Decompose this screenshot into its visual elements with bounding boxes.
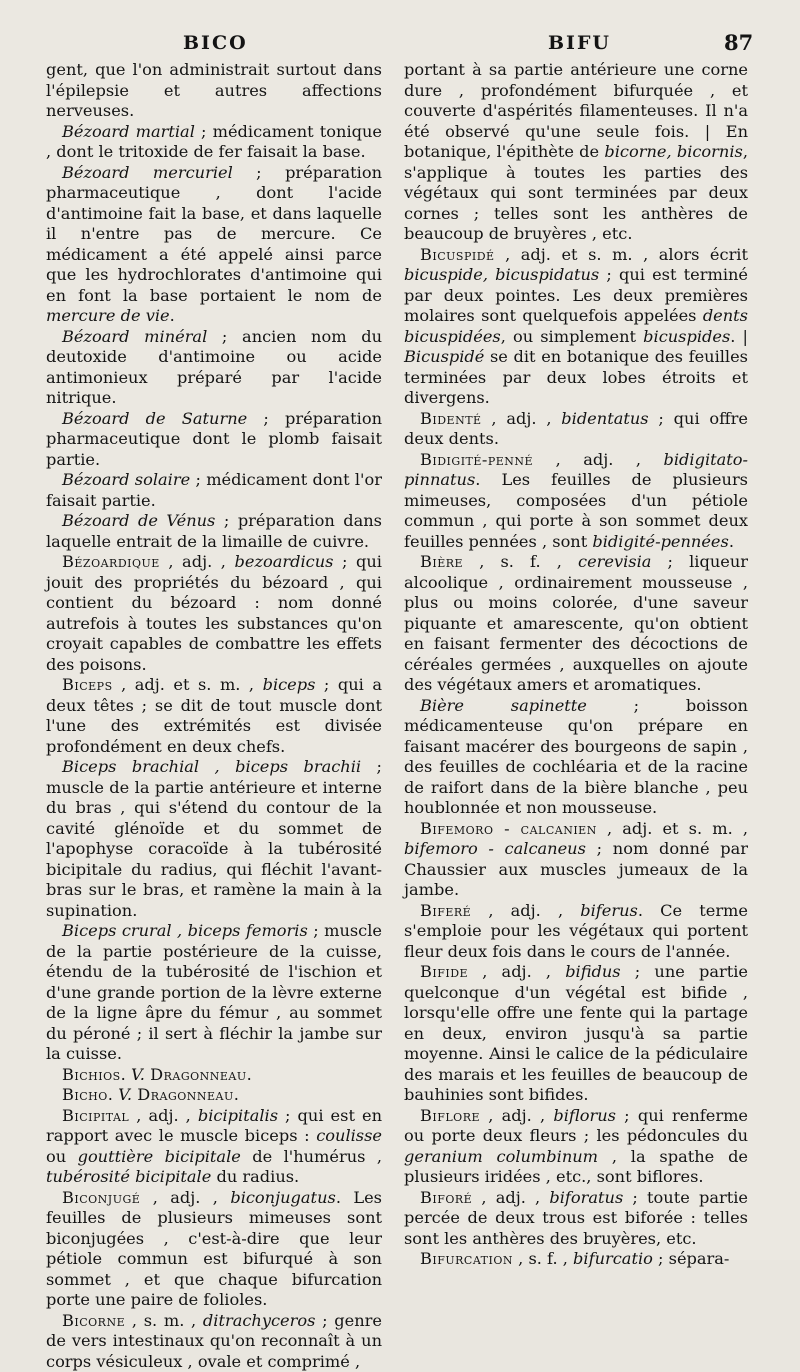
entry-text: ; préparation pharmaceutique , dont l'acide d'antimoine fait la base, et dans laquelle il n'entre pas de mercure. Ce médicament a été appelé ainsi parce que les hydrochlorates d'antimoine qui en font la base portaient le nom de (46, 163, 382, 305)
italic-term: bidigitato-pinnatus (404, 450, 748, 490)
entry-text: ; préparation pharmaceutique dont le plomb faisait partie. (46, 409, 382, 469)
italic-term: Bézoard de Saturne (62, 409, 247, 428)
entry-text: ; qui renferme ou porte deux fleurs ; les pédoncules du (404, 1106, 748, 1146)
entry-text: ; qui offre deux dents. (404, 409, 748, 449)
entry-text: . (170, 306, 175, 325)
italic-term: geranium columbinum (404, 1147, 598, 1166)
entry-text: , s. m. , (125, 1311, 203, 1330)
entry-text: ; qui jouit des propriétés du bézoard , qui contient du bézoard : nom donné autrefois à toutes les substances qu'on croyait capables de combattre les effets des poisons. (46, 552, 382, 674)
italic-term: bicorne, bicornis (604, 142, 742, 161)
entry-text: , adj. , (129, 1106, 198, 1125)
dictionary-entry (404, 450, 748, 553)
headword: Biforé (420, 1188, 472, 1207)
italic-term: biferus (580, 901, 638, 920)
entry-text: , adj. , (480, 1106, 553, 1125)
running-header (0, 30, 800, 58)
dictionary-entry (404, 819, 748, 901)
headword: Bidenté (420, 409, 482, 428)
entry-text: , adj. , (472, 1188, 549, 1207)
entry-text: , s'applique à toutes les parties des végétaux qui sont terminées par deux cornes ; telles sont les anthères de beaucoup de bruyères , etc. (404, 142, 748, 243)
headword: Bière (420, 552, 463, 571)
italic-term: tubérosité bicipitale (46, 1167, 211, 1186)
italic-term: biforatus (549, 1188, 623, 1207)
entry-text: ; qui est terminé par deux pointes. Les deux premières molaires sont quelquefois appelées (404, 265, 748, 325)
entry-text: , ou simplement (501, 327, 643, 346)
right-column (404, 60, 748, 1270)
entry-text: . (247, 1065, 252, 1084)
italic-term: cerevisia (578, 552, 651, 571)
italic-term: Bézoard martial (62, 122, 195, 141)
entry-text: . Ce terme s'emploie pour les végétaux qui portent fleur deux fois dans le cours de l'année. (404, 901, 748, 961)
headword: Bifemoro - calcanien (420, 819, 597, 838)
entry-text: . (729, 532, 734, 551)
italic-term: biceps (263, 675, 316, 694)
entry-text: , adj. , (468, 962, 565, 981)
dictionary-entry (404, 245, 748, 409)
entry-text: . (108, 1085, 118, 1104)
headword: Biceps (62, 675, 113, 694)
italic-term: Bézoard minéral (62, 327, 207, 346)
italic-term: Bézoard mercuriel (62, 163, 233, 182)
dictionary-entry (46, 60, 382, 122)
entry-text: ; préparation dans laquelle entrait de la limaille de cuivre. (46, 511, 382, 551)
headword: Dragonneau (150, 1065, 247, 1084)
italic-term: coulisse (316, 1126, 382, 1145)
headword: Bicuspidé (420, 245, 495, 264)
header-left-guideword: BICO (183, 32, 248, 54)
dictionary-entry (404, 1106, 748, 1188)
entry-text: ; une partie quelconque d'un végétal est bifide , lorsqu'elle offre une fente qui la partage en deux, environ jusqu'à sa partie moyenne. Ainsi le calice de la pédiculaire des marais et les feuilles de beaucoup de bauhinies sont bifides. (404, 962, 748, 1104)
italic-term: Biceps brachial , biceps brachii (62, 757, 361, 776)
entry-text: ; médicament dont l'or faisait partie. (46, 470, 382, 510)
italic-term: bicuspide, bicuspidatus (404, 265, 599, 284)
italic-term: Bicuspidé (404, 347, 484, 366)
entry-text: de l'humérus , (241, 1147, 382, 1166)
headword: Bifurcation (420, 1249, 513, 1268)
dictionary-entry (404, 901, 748, 963)
italic-term: bifurcatio (573, 1249, 653, 1268)
italic-term: biflorus (553, 1106, 616, 1125)
dictionary-entry (46, 122, 382, 163)
italic-term: bidigité-pennées (592, 532, 728, 551)
entry-text: se dit en botanique des feuilles terminées par deux lobes étroits et divergens. (404, 347, 748, 407)
entry-text: portant à sa partie antérieure une corne dure , profondément bifurquée , et couverte d'aspérités filamenteuses. Il n'a été observé qu'une seule fois. | En botanique, l'épithète de (404, 60, 748, 161)
italic-term: Biceps crural , biceps femoris (62, 921, 308, 940)
dictionary-entry (46, 1188, 382, 1311)
dictionary-entry (404, 962, 748, 1106)
italic-term: Bière sapinette (420, 696, 587, 715)
italic-term: bicuspides (643, 327, 730, 346)
headword: Biconjugé (62, 1188, 140, 1207)
header-right-guideword: BIFU (548, 32, 611, 54)
headword: Bézoardique (62, 552, 160, 571)
entry-text: ; qui est en rapport avec le muscle biceps : (46, 1106, 382, 1146)
entry-text: ; ancien nom du deutoxide d'antimoine ou acide antimonieux préparé par l'acide nitrique. (46, 327, 382, 408)
entry-text: , s. f. , (513, 1249, 573, 1268)
entry-text: , adj. et s. m. , (597, 819, 748, 838)
entry-text: ; liqueur alcoolique , ordinairement mousseuse , plus ou moins colorée, d'une saveur piquante et amarescente, qu'on obtient en faisant fermenter des décoctions de céréales germées , auxquelles on ajoute des végétaux amers et aromatiques. (404, 552, 748, 694)
dictionary-entry (404, 1188, 748, 1250)
dictionary-entry (46, 757, 382, 921)
italic-term: bifemoro - calcaneus (404, 839, 586, 858)
left-column (46, 60, 382, 1372)
italic-term: mercure de vie (46, 306, 170, 325)
headword: Biflore (420, 1106, 480, 1125)
dictionary-entry (46, 921, 382, 1065)
headword: Bichios (62, 1065, 121, 1084)
headword: Bicipital (62, 1106, 129, 1125)
headword: Bicorne (62, 1311, 125, 1330)
headword: Bidigité-penné (420, 450, 533, 469)
entry-text: . Les feuilles de plusieurs mimeuses, composées d'un pétiole commun , qui porte à son sommet deux feuilles pennées , sont (404, 470, 748, 551)
italic-term: gouttière bicipitale (78, 1147, 241, 1166)
entry-text: , adj. , (140, 1188, 230, 1207)
entry-text: du radius. (211, 1167, 299, 1186)
dictionary-entry (46, 409, 382, 471)
italic-term: ditrachyceros (203, 1311, 316, 1330)
dictionary-entry (46, 470, 382, 511)
dictionary-entry (404, 409, 748, 450)
entry-text: , s. f. , (463, 552, 578, 571)
entry-text: ; boisson médicamenteuse qu'on prépare en faisant macérer des bourgeons de sapin , des feuilles de cochléaria et de la racine de raifort dans de la bière blanche , peu houblonnée et non mousseuse. (404, 696, 748, 818)
entry-text: , la spathe de plusieurs iridées , etc., sont biflores. (404, 1147, 748, 1187)
entry-text: ; muscle de la partie postérieure de la cuisse, étendu de la tubérosité de l'ischion et d'une grande portion de la lèvre externe de la ligne âpre du fémur , au sommet du péroné ; il sert à fléchir la jambe sur la cuisse. (46, 921, 382, 1063)
entry-text: , adj. et s. m. , (113, 675, 263, 694)
dictionary-entry (46, 1065, 382, 1086)
dictionary-entry (46, 1085, 382, 1106)
entry-text: . (121, 1065, 131, 1084)
entry-text: , adj. , (471, 901, 580, 920)
italic-term: bicipitalis (198, 1106, 278, 1125)
dictionary-entry (404, 552, 748, 696)
italic-term: bezoardicus (235, 552, 334, 571)
entry-text: , adj. et s. m. , alors écrit (495, 245, 748, 264)
entry-text: ; qui a deux têtes ; se dit de tout muscle dont l'une des extrémités est divisée profondément en deux chefs. (46, 675, 382, 756)
headword: Bifide (420, 962, 468, 981)
dictionary-entry (46, 327, 382, 409)
entry-text: ; toute partie percée de deux trous est biforée : telles sont les anthères des bruyères, etc. (404, 1188, 748, 1248)
dictionary-entry (404, 696, 748, 819)
dictionary-entry (46, 163, 382, 327)
italic-term: biconjugatus (230, 1188, 335, 1207)
italic-term: V. (118, 1085, 132, 1104)
entry-text: ; genre de vers intestinaux qu'on reconnaît à un corps vésiculeux , ovale et comprimé , (46, 1311, 382, 1371)
dictionary-entry (46, 511, 382, 552)
entry-text: gent, que l'on administrait surtout dans l'épilepsie et autres affections nerveuses. (46, 60, 382, 120)
italic-term: bidentatus (561, 409, 648, 428)
headword: Biferé (420, 901, 471, 920)
dictionary-entry (46, 552, 382, 675)
entry-text: ou (46, 1147, 78, 1166)
headword: Bicho (62, 1085, 108, 1104)
dictionary-entry (46, 1106, 382, 1188)
italic-term: V. (131, 1065, 145, 1084)
dictionary-entry (46, 675, 382, 757)
italic-term: Bézoard solaire (62, 470, 190, 489)
dictionary-entry (404, 1249, 748, 1270)
dictionary-entry (46, 1311, 382, 1372)
italic-term: bifidus (565, 962, 620, 981)
entry-text: , adj. , (160, 552, 235, 571)
entry-text: . Les feuilles de plusieurs mimeuses sont biconjugées , c'est-à-dire que leur pétiole commun est bifurqué à son sommet , et que chaque bifurcation porte une paire de folioles. (46, 1188, 382, 1310)
entry-text: , adj. , (482, 409, 562, 428)
page-number: 87 (724, 30, 753, 55)
italic-term: Bézoard de Vénus (62, 511, 215, 530)
headword: Dragonneau (137, 1085, 234, 1104)
dictionary-entry (404, 60, 748, 245)
entry-text: ; sépara- (653, 1249, 730, 1268)
italic-term: dents bicuspidées (404, 306, 748, 346)
entry-text: ; muscle de la partie antérieure et interne du bras , qui s'étend du contour de la cavité glénoïde et du sommet de l'apophyse coracoïde à la tubérosité bicipitale du radius, qui fléchit l'avant-bras sur le bras, et ramène la main à la supination. (46, 757, 382, 920)
entry-text: ; nom donné par Chaussier aux muscles jumeaux de la jambe. (404, 839, 748, 899)
entry-text: . | (730, 327, 748, 346)
entry-text: . (234, 1085, 239, 1104)
entry-text: , adj. , (533, 450, 663, 469)
entry-text: ; médicament tonique , dont le tritoxide de fer faisait la base. (46, 122, 382, 162)
